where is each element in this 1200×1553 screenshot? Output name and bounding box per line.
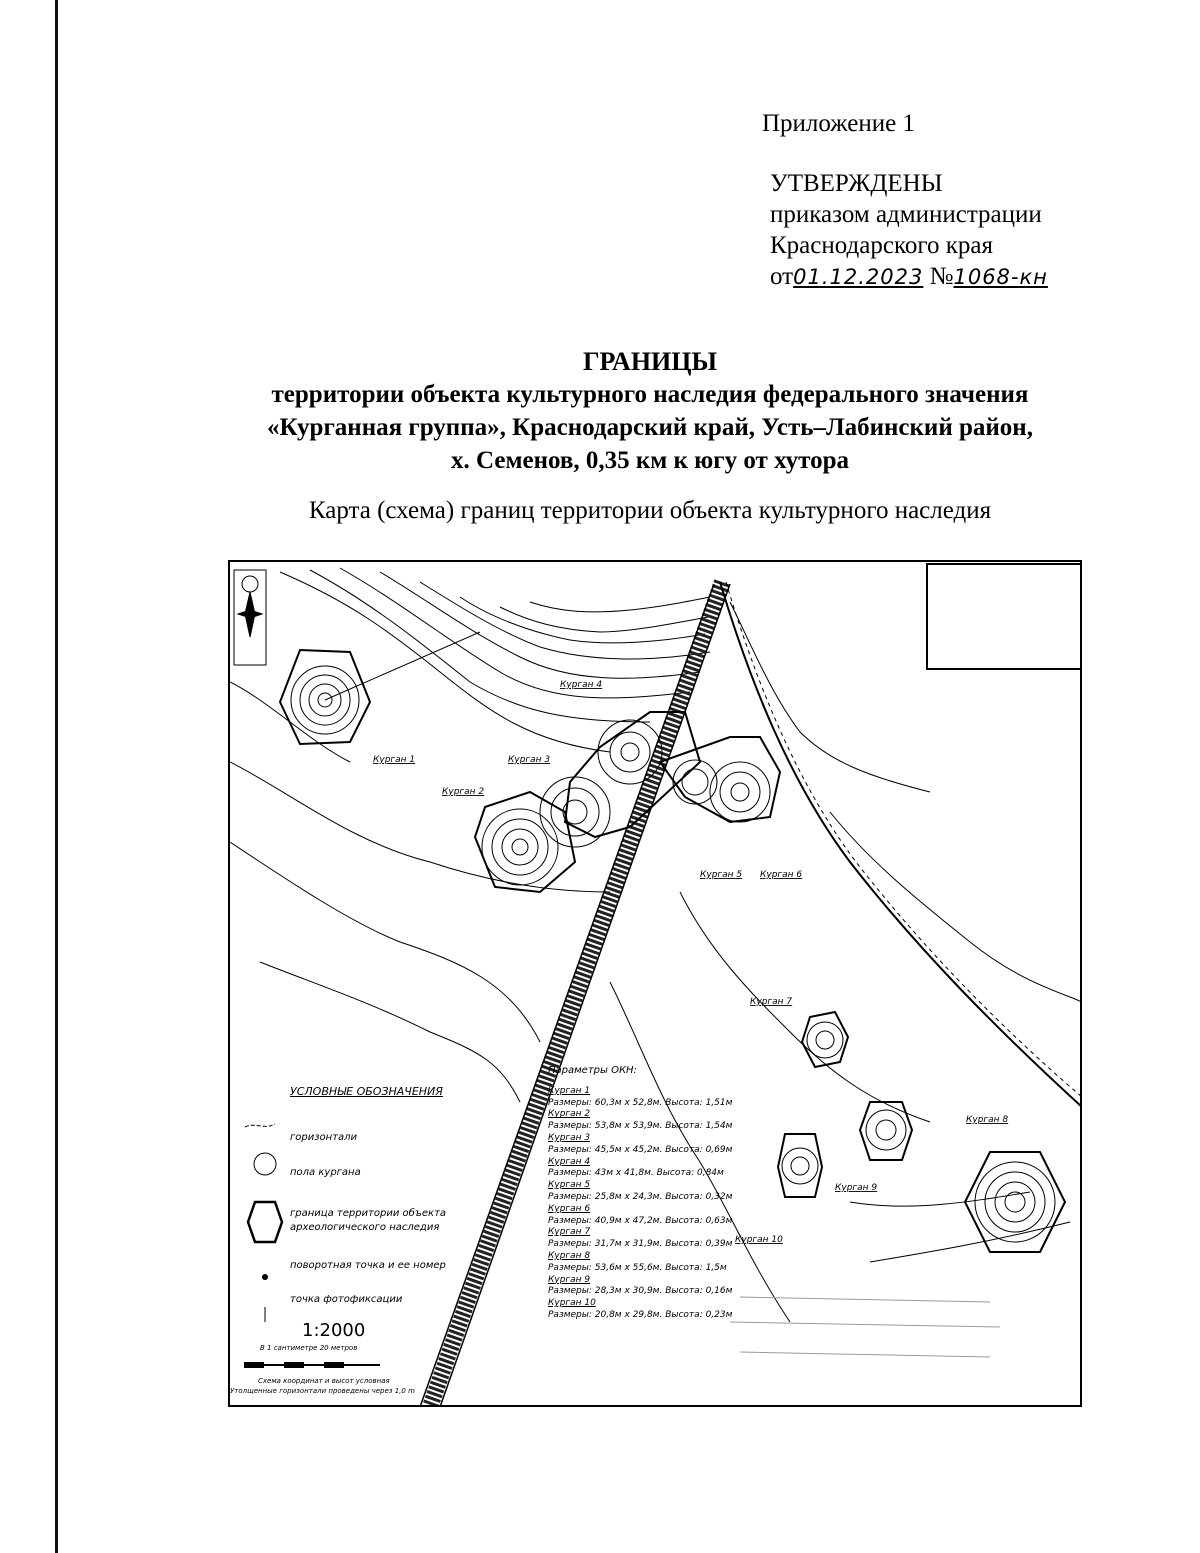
label-kurgan-5: Курган 5: [700, 870, 743, 880]
mound-5-6: [660, 737, 780, 822]
label-kurgan-10: Курган 10: [735, 1235, 783, 1245]
param-item-2: [548, 1109, 878, 1133]
legend-boundary-2: археологического наследия: [290, 1222, 440, 1233]
label-kurgan-9: Курган 9: [835, 1183, 878, 1193]
param-name: Курган 3: [548, 1132, 591, 1143]
map-subtitle: Карта (схема) границ территории объекта культурного наследия: [308, 497, 992, 524]
label-kurgan-3: Курган 3: [508, 755, 551, 765]
param-item-10: [548, 1298, 878, 1322]
param-name: Курган 7: [548, 1227, 591, 1238]
appendix-label: Приложение 1: [762, 110, 915, 137]
title-line-1: территории объекта культурного наследия федерального значения: [271, 381, 1029, 408]
mound-1: [280, 632, 480, 744]
title-line-3: х. Семенов, 0,35 км к югу от хутора: [450, 447, 849, 474]
legend-photo-point: точка фотофиксации: [290, 1294, 403, 1305]
param-name: Курган 8: [548, 1250, 591, 1261]
legend-coords-note-1: Схема координат и высот условная: [258, 1377, 390, 1385]
label-kurgan-6: Курган 6: [760, 870, 803, 880]
param-item-8: [548, 1251, 878, 1275]
label-kurgan-2: Курган 2: [442, 787, 485, 797]
legend-turn-point: поворотная точка и ее номер: [290, 1260, 446, 1271]
order-prefix: от: [770, 263, 794, 290]
param-name: Курган 1: [548, 1085, 591, 1096]
param-name: Курган 6: [548, 1203, 591, 1214]
legend-contours: горизонтали: [290, 1132, 358, 1143]
param-size: Размеры: 43м x 41,8м. Высота: 0,84м: [548, 1168, 724, 1179]
scale-bar: [242, 1357, 382, 1371]
param-size: Размеры: 53,6м x 55,6м. Высота: 1,5м: [548, 1262, 727, 1273]
order-number-sign: №: [929, 263, 954, 290]
param-size: Размеры: 28,3м x 30,9м. Высота: 0,16м: [548, 1286, 733, 1297]
param-size: Размеры: 53,8м x 53,9м. Высота: 1,54м: [548, 1121, 733, 1132]
param-item-6: [548, 1204, 878, 1228]
label-kurgan-1: Курган 1: [373, 755, 416, 765]
approval-line-1: УТВЕРЖДЕНЫ: [770, 170, 943, 197]
param-item-3: [548, 1133, 878, 1157]
param-size: Размеры: 40,9м x 47,2м. Высота: 0,63м: [548, 1215, 733, 1226]
approval-block: [770, 168, 1048, 293]
north-arrow-icon: [234, 570, 266, 665]
order-date: 01.12.2023: [793, 265, 924, 289]
param-item-4: [548, 1157, 878, 1181]
param-item-9: [548, 1275, 878, 1299]
document-title: [120, 345, 1180, 477]
map-legend: [230, 1082, 530, 1407]
map-inset-box: [927, 564, 1082, 669]
title-heading: ГРАНИЦЫ: [582, 347, 718, 376]
mound-7: [802, 1012, 848, 1067]
param-item-5: [548, 1180, 878, 1204]
parameters-block: [548, 1065, 878, 1322]
parameters-heading: Параметры ОКН:: [548, 1065, 637, 1076]
param-size: Размеры: 31,7м x 31,9м. Высота: 0,39м: [548, 1239, 733, 1250]
legend-boundary-1: граница территории объекта: [290, 1208, 447, 1219]
label-kurgan-8: Курган 8: [966, 1115, 1009, 1125]
param-name: Курган 4: [548, 1156, 591, 1167]
mound-2: [475, 792, 575, 892]
legend-scale: 1:2000: [302, 1320, 366, 1341]
legend-mound: пола кургана: [290, 1167, 361, 1178]
legend-scale-note: В 1 сантиметре 20 метров: [260, 1344, 358, 1352]
label-kurgan-7: Курган 7: [750, 997, 793, 1007]
param-name: Курган 2: [548, 1109, 591, 1120]
approval-line-3: Краснодарского края: [770, 232, 993, 259]
param-size: Размеры: 45,5м x 45,2м. Высота: 0,69м: [548, 1144, 733, 1155]
param-size: Размеры: 20,8м x 29,8м. Высота: 0,23м: [548, 1309, 733, 1320]
param-item-7: [548, 1227, 878, 1251]
label-kurgan-4: Курган 4: [560, 680, 603, 690]
param-name: Курган 9: [548, 1274, 591, 1285]
param-item-1: [548, 1086, 878, 1110]
param-size: Размеры: 60,3м x 52,8м. Высота: 1,51м: [548, 1097, 733, 1108]
param-size: Размеры: 25,8м x 24,3м. Высота: 0,32м: [548, 1191, 733, 1202]
legend-title: УСЛОВНЫЕ ОБОЗНАЧЕНИЯ: [290, 1085, 443, 1098]
legend-coords-note-2: Утолщенные горизонтали проведены через 1,0 m: [230, 1387, 415, 1395]
boundary-map: [228, 560, 1082, 1407]
param-name: Курган 5: [548, 1180, 591, 1191]
order-line: [770, 261, 1048, 293]
param-name: Курган 10: [548, 1298, 596, 1309]
page-margin-line: [55, 0, 58, 1553]
order-number: 1068-кн: [953, 265, 1048, 289]
mound-8: [965, 1152, 1065, 1252]
title-line-2: «Курганная группа», Краснодарский край, Усть–Лабинский район,: [267, 414, 1033, 441]
approval-line-2: приказом администрации: [770, 201, 1042, 228]
